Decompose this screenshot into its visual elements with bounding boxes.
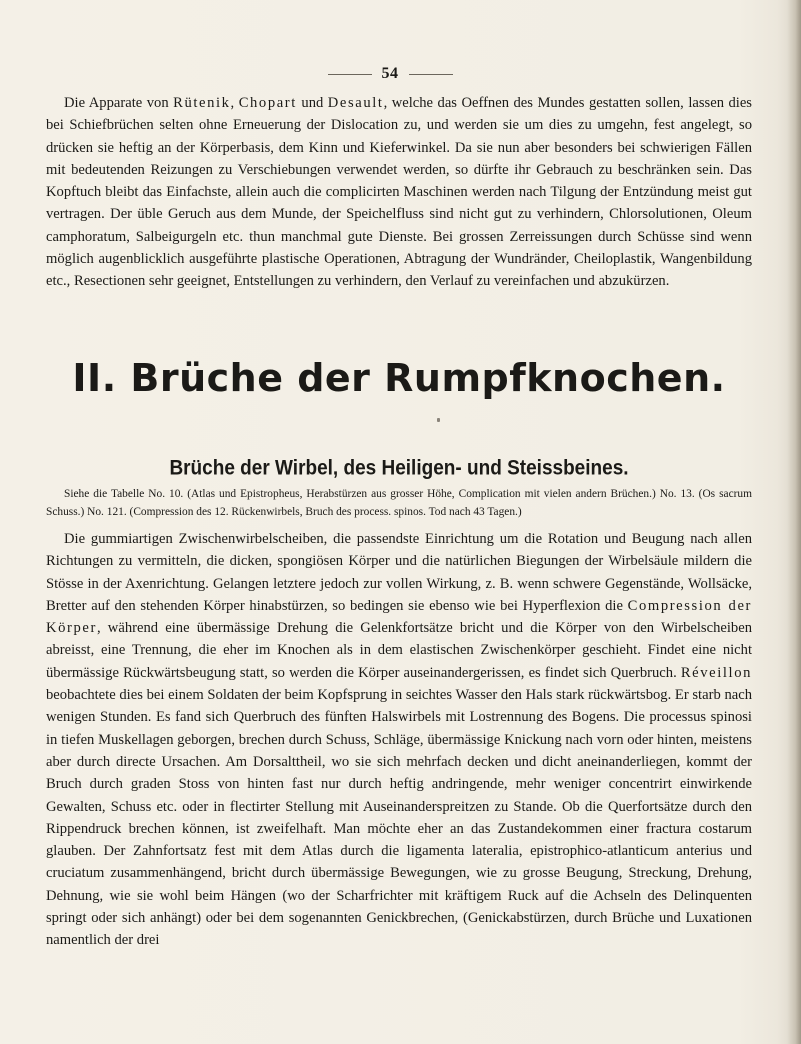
author-name-ruetenik: Rütenik — [173, 95, 231, 111]
emphasis-compression: Compression der Körper — [46, 597, 752, 637]
text-run: Die Apparate von — [64, 95, 174, 111]
text-run: und — [296, 95, 328, 111]
paragraph-apparatus-text — [46, 92, 752, 293]
header-rule-left — [328, 74, 372, 75]
page-header — [300, 64, 480, 84]
author-name-reveillon: Réveillon — [680, 664, 752, 681]
section-heading: II. Brüche der Rumpfknochen. — [72, 356, 726, 400]
text-run: beobachtete dies bei einem Soldaten der beim Kopfsprung in seichtes Wasser den Hals stark rückwärtsbog. Er starb nach wenigen Stunden. Es fand sich Querbruch des fünften Halswirbels mit Lostrennung des Bogens. Die processus spinosi in tiefen Muskellagen geborgen, brechen durch Schuss, Schläge, übermässige Knickung nach vorn oder hinten, meistens aber durch directe Ursachen. Am Dorsalttheil, wo sie sich mehrfach decken und dicht aneinanderliegen, kommt der Bruch durch graden Stoss von hinten fast nur durch heftig andringende, mehr weniger concentrirt einwirkende Gewalten, Schuss etc. oder in flectirter Stellung mit Auseinanderspreitzen zu Stande. Ob die Querfortsätze durch den Rippendruck brechen können, ist zweifelhaft. Man möchte eher an das Zustandekommen einer fractura costarum glauben. Der Zahnfortsatz fest mit dem Atlas durch die ligamenta lateralia, epistrophico-atlanticum anterius und cruciatum zusammenhängend, bricht durch übermässige Bewegungen, wie zu grosse Beugung, Streckung, Drehung, Dehnung, wie sie wohl beim Hängen (wo der Scharfrichter mit kräftigem Ruck auf die Achseln des Delinquenten springt oder sich anhängt) oder bei dem sogenannten Genickbrechen, (Genickabstürzen, durch Brüche und Luxationen namentlich der drei — [46, 687, 752, 949]
print-speck — [437, 418, 440, 422]
text-run: , welche das Oeffnen des Mundes gestatten sollen, lassen dies bei Schiefbrüchen selten ohne Erneuerung der Dislocation zu, und werden sie um dies zu umgehn, fest angelegt, so drücken sie heftig an der Körperbasis, dem Kinn und Kieferwinkel. Da sie nun aber besonders bei schwierigen Fällen mit bedeutenden Reizungen zu Verschiebungen verwendet werden, so dürfte ihr Gebrauch zu beschränken sein. Das Kopftuch bleibt das Einfachste, allein auch die complicirten Maschinen werden nach Tilgung der Entzündung meist gut vertragen. Der üble Geruch aus dem Munde, der Speichelfluss sind nicht gut zu verhindern, Chlorsolutionen, Oleum camphoratum, Salbeigurgeln etc. thun manchmal gute Dienste. Bei grossen Zerreissungen durch Schüsse sind wenn möglich augenblicklich ausgeführte plastische Operationen, Abtragung der Wundränder, Cheiloplastik, Wangenbildung etc., Resectionen sehr geeignet, Entstellungen zu verhindern, den Verlauf zu vereinfachen und abzukürzen. — [46, 95, 752, 290]
table-references-text: Siehe die Tabelle No. 10. (Atlas und Epistropheus, Herabstürzen aus grosser Höhe, Complication mit vielen andern Brüchen.) No. 13. (Os sacrum Schuss.) No. 121. (Compression des 12. Rückenwirbels, Bruch des process. spinos. Tod nach 43 Tagen.) — [46, 488, 752, 518]
author-name-chopart: Chopart — [238, 95, 297, 111]
paragraph-vertebrae-text — [46, 528, 752, 952]
text-run: , — [230, 95, 239, 111]
text-run: , während eine übermässige Drehung die Gelenkfortsätze bricht und die Körper von den Wirbelscheiben abreisst, eine Trennung, die eher im Knochen als in dem elastischen Zwischenkörper geschieht. Findet eine nicht übermässige Rückwärtsbeugung statt, so werden die Körper auseinandergerissen, es findet sich Querbruch. — [46, 620, 752, 681]
header-rule-right — [409, 74, 453, 75]
author-name-desault: Desault — [327, 95, 384, 111]
page-edge-shadow — [787, 0, 801, 1044]
page-number: 54 — [381, 65, 399, 82]
paragraph-vertebrae — [46, 528, 752, 952]
subsection-heading: Brüche der Wirbel, des Heiligen- und Steissbeines. — [169, 456, 629, 481]
paragraph-apparatus — [46, 92, 752, 293]
table-references — [46, 486, 752, 522]
text-run: Die gummiartigen Zwischenwirbelscheiben, die passendste Einrichtung um die Rotation und Beugung nach allen Richtungen zu vermitteln, die dicken, spongiösen Körper und die natürlichen Biegungen der Wirbelsäule mildern die Stösse in der Axenrichtung. Gelangen letztere jedoch zur vollen Wirkung, z. B. wenn schwere Gegenstände, Wollsäcke, Bretter auf den stehenden Körper hinabstürzen, so bedingen sie ebenso wie bei Hyperflexion die — [46, 531, 752, 614]
